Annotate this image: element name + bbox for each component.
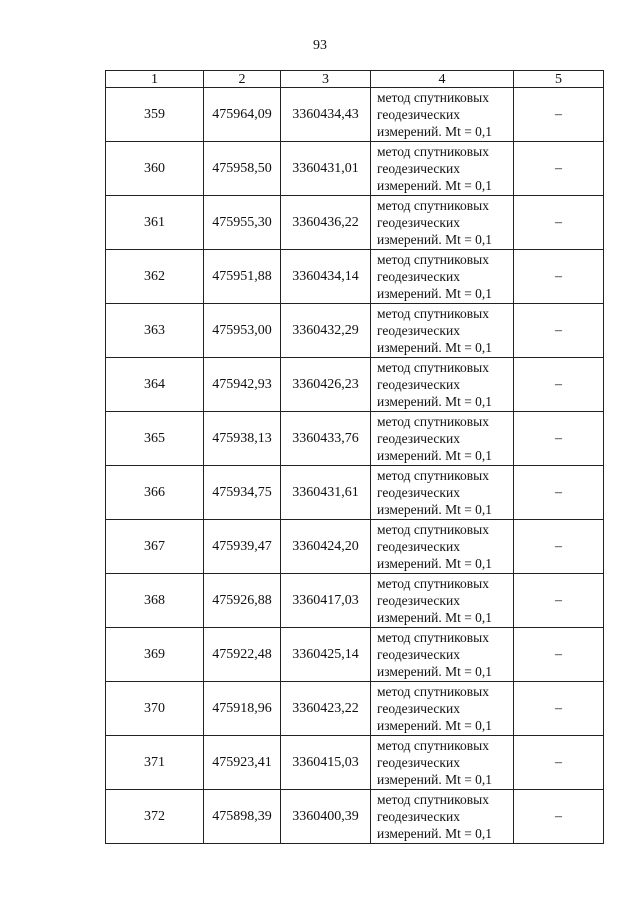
point-number-cell: 371 [106,736,204,790]
header-row [106,71,604,88]
point-number-cell: 367 [106,520,204,574]
method-cell: метод спутниковых геодезических измерений. Mt = 0,1 [371,358,514,412]
x-coordinate-cell: 475939,47 [204,520,281,574]
note-cell: – [514,520,604,574]
method-cell: метод спутниковых геодезических измерений. Mt = 0,1 [371,790,514,844]
method-cell: метод спутниковых геодезических измерений. Mt = 0,1 [371,466,514,520]
table-body [106,88,604,844]
y-coordinate-cell: 3360431,01 [281,142,371,196]
y-coordinate-cell: 3360423,22 [281,682,371,736]
point-number-cell: 365 [106,412,204,466]
x-coordinate-cell: 475942,93 [204,358,281,412]
y-coordinate-cell: 3360417,03 [281,574,371,628]
column-header: 3 [281,71,371,88]
point-number-cell: 363 [106,304,204,358]
method-cell: метод спутниковых геодезических измерений. Mt = 0,1 [371,196,514,250]
x-coordinate-cell: 475964,09 [204,88,281,142]
table-row [106,88,604,142]
point-number-cell: 360 [106,142,204,196]
y-coordinate-cell: 3360425,14 [281,628,371,682]
y-coordinate-cell: 3360433,76 [281,412,371,466]
note-cell: – [514,412,604,466]
point-number-cell: 359 [106,88,204,142]
note-cell: – [514,250,604,304]
method-cell: метод спутниковых геодезических измерений. Mt = 0,1 [371,628,514,682]
method-cell: метод спутниковых геодезических измерений. Mt = 0,1 [371,520,514,574]
table-row [106,358,604,412]
x-coordinate-cell: 475951,88 [204,250,281,304]
x-coordinate-cell: 475918,96 [204,682,281,736]
table-row [106,790,604,844]
x-coordinate-cell: 475898,39 [204,790,281,844]
y-coordinate-cell: 3360434,43 [281,88,371,142]
x-coordinate-cell: 475923,41 [204,736,281,790]
point-number-cell: 372 [106,790,204,844]
y-coordinate-cell: 3360432,29 [281,304,371,358]
x-coordinate-cell: 475938,13 [204,412,281,466]
table-row [106,142,604,196]
table-row [106,196,604,250]
method-cell: метод спутниковых геодезических измерений. Mt = 0,1 [371,142,514,196]
x-coordinate-cell: 475934,75 [204,466,281,520]
y-coordinate-cell: 3360424,20 [281,520,371,574]
note-cell: – [514,628,604,682]
table-row [106,628,604,682]
point-number-cell: 362 [106,250,204,304]
point-number-cell: 366 [106,466,204,520]
y-coordinate-cell: 3360426,23 [281,358,371,412]
note-cell: – [514,466,604,520]
note-cell: – [514,736,604,790]
x-coordinate-cell: 475958,50 [204,142,281,196]
y-coordinate-cell: 3360400,39 [281,790,371,844]
coordinates-table [105,70,604,844]
note-cell: – [514,358,604,412]
x-coordinate-cell: 475926,88 [204,574,281,628]
page-number: 93 [313,38,327,53]
method-cell: метод спутниковых геодезических измерений. Mt = 0,1 [371,412,514,466]
column-header: 1 [106,71,204,88]
note-cell: – [514,574,604,628]
note-cell: – [514,88,604,142]
point-number-cell: 364 [106,358,204,412]
column-header: 5 [514,71,604,88]
column-header: 2 [204,71,281,88]
table-header [106,71,604,88]
note-cell: – [514,142,604,196]
point-number-cell: 368 [106,574,204,628]
note-cell: – [514,196,604,250]
y-coordinate-cell: 3360431,61 [281,466,371,520]
point-number-cell: 370 [106,682,204,736]
table-row [106,574,604,628]
method-cell: метод спутниковых геодезических измерений. Mt = 0,1 [371,574,514,628]
note-cell: – [514,790,604,844]
table-row [106,466,604,520]
method-cell: метод спутниковых геодезических измерений. Mt = 0,1 [371,304,514,358]
x-coordinate-cell: 475922,48 [204,628,281,682]
method-cell: метод спутниковых геодезических измерений. Mt = 0,1 [371,88,514,142]
y-coordinate-cell: 3360436,22 [281,196,371,250]
x-coordinate-cell: 475955,30 [204,196,281,250]
note-cell: – [514,682,604,736]
method-cell: метод спутниковых геодезических измерений. Mt = 0,1 [371,736,514,790]
table-row [106,304,604,358]
point-number-cell: 369 [106,628,204,682]
method-cell: метод спутниковых геодезических измерений. Mt = 0,1 [371,250,514,304]
y-coordinate-cell: 3360415,03 [281,736,371,790]
table-row [106,736,604,790]
table-row [106,412,604,466]
column-header: 4 [371,71,514,88]
point-number-cell: 361 [106,196,204,250]
note-cell: – [514,304,604,358]
y-coordinate-cell: 3360434,14 [281,250,371,304]
table-row [106,250,604,304]
method-cell: метод спутниковых геодезических измерений. Mt = 0,1 [371,682,514,736]
table-row [106,520,604,574]
x-coordinate-cell: 475953,00 [204,304,281,358]
table-row [106,682,604,736]
